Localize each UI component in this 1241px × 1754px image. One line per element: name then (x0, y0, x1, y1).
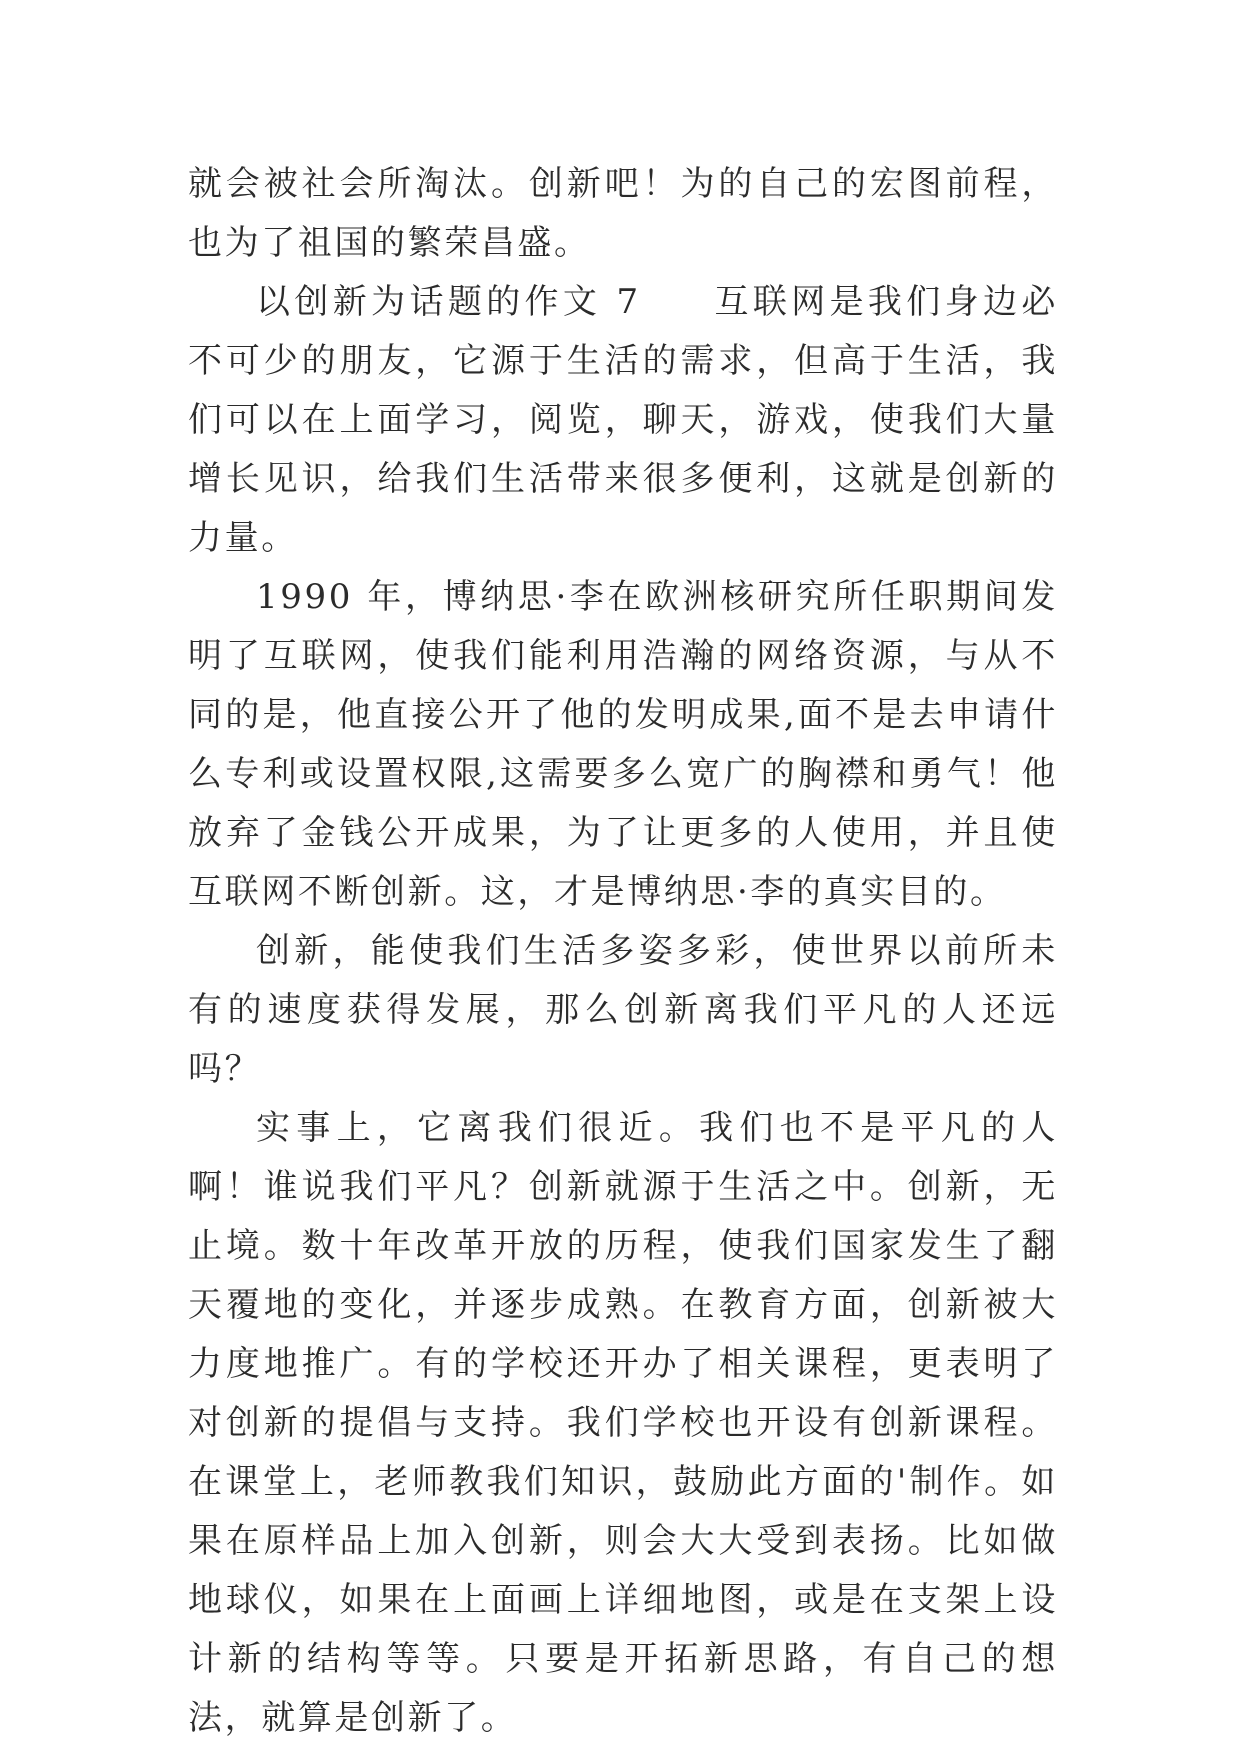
paragraph-5: 实事上，它离我们很近。我们也不是平凡的人啊！谁说我们平凡？创新就源于生活之中。创新，无止境。数十年改革开放的历程，使我们国家发生了翻天覆地的变化，并逐步成熟。在教育方面，创新被大力度地推广。有的学校还开办了相关课程，更表明了对创新的提倡与支持。我们学校也开设有创新课程。在课堂上，老师教我们知识，鼓励此方面的'制作。如果在原样品上加入创新，则会大大受到表扬。比如做地球仪，如果在上面画上详细地图，或是在支架上设计新的结构等等。只要是开拓新思路，有自己的想法，就算是创新了。 (188, 1108, 1058, 1738)
paragraph-2 (188, 273, 1058, 568)
paragraph-4: 创新，能使我们生活多姿多彩，使世界以前所未有的速度获得发展，那么创新离我们平凡的人还远吗？ (188, 931, 1058, 1089)
paragraph-3: 1990 年，博纳思·李在欧洲核研究所任职期间发明了互联网，使我们能利用浩瀚的网络资源，与从不同的是，他直接公开了他的发明成果,面不是去申请什么专利或设置权限,这需要多么宽广的胸襟和勇气！他放弃了金钱公开成果，为了让更多的人使用，并且使互联网不断创新。这，才是博纳思·李的真实目的。 (188, 577, 1058, 912)
paragraph-2-text: 互联网是我们身边必不可少的朋友，它源于生活的需求，但高于生活，我们可以在上面学习，阅览，聊天，游戏，使我们大量增长见识，给我们生活带来很多便利，这就是创新的力量。 (188, 282, 1058, 558)
document-body (188, 155, 1058, 1748)
essay-title: 以创新为话题的作文 7 (256, 282, 641, 322)
paragraph-1: 就会被社会所淘汰。创新吧！为的自己的宏图前程，也为了祖国的繁荣昌盛。 (188, 164, 1058, 263)
